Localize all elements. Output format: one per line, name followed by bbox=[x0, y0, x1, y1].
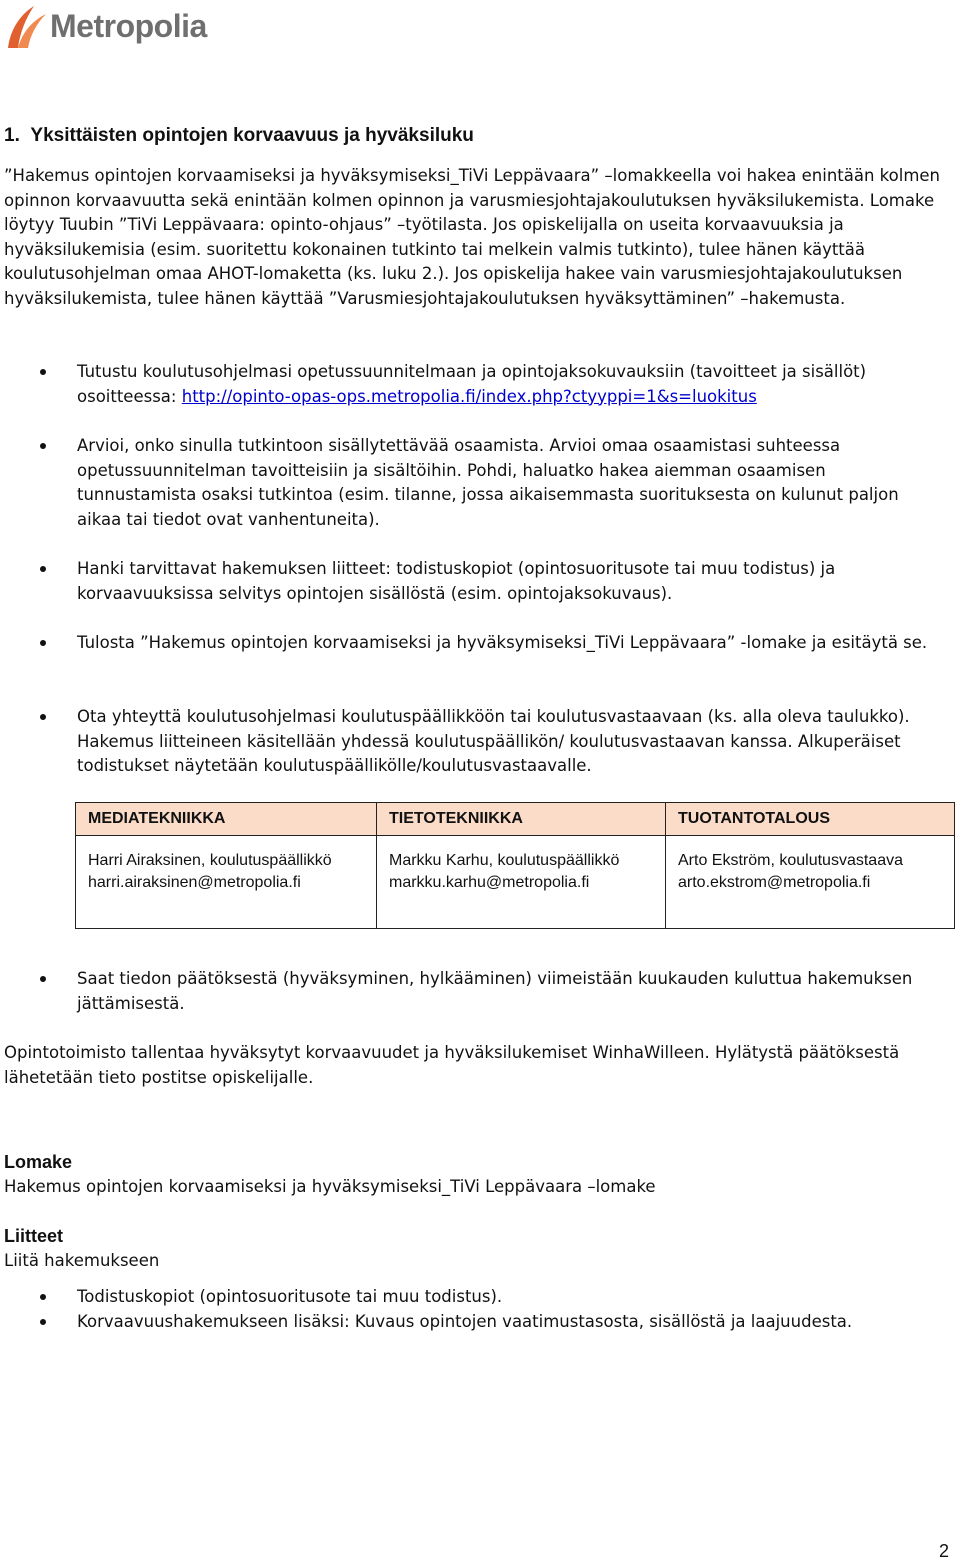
lomake-section bbox=[4, 1150, 949, 1199]
bullet-icon bbox=[40, 1294, 46, 1300]
table-row bbox=[76, 836, 955, 929]
bullet-text: Saat tiedon päätöksestä (hyväksyminen, hylkääminen) viimeistään kuukauden kuluttua hakemuksen jättämisestä. bbox=[77, 969, 913, 1013]
lomake-text: Hakemus opintojen korvaamiseksi ja hyväksymiseksi_TiVi Leppävaara –lomake bbox=[4, 1176, 656, 1196]
bullet-text: Ota yhteyttä koulutusohjelmasi koulutuspäällikköön tai koulutusvastaavaan (ks. alla oleva taulukko). Hakemus liitteineen käsitellään yhdessä koulutuspäällikön/ koulutusvastaavan kanssa. Alkuperäiset todistukset näytetään koulutuspäällikölle/koulutusvastaavalle. bbox=[77, 707, 910, 775]
column-header-tuotantotalous: TUOTANTOTALOUS bbox=[666, 803, 955, 836]
bullet-icon bbox=[40, 976, 46, 982]
column-header-mediatekniikka: MEDIATEKNIIKKA bbox=[76, 803, 377, 836]
bullet-icon bbox=[40, 714, 46, 720]
bullet-text: Tulosta ”Hakemus opintojen korvaamiseksi ja hyväksymiseksi_TiVi Leppävaara” -lomake ja esitäytä se. bbox=[77, 633, 928, 652]
contact-cell bbox=[76, 836, 377, 929]
lomake-heading: Lomake bbox=[4, 1152, 73, 1172]
bullet-text: Hanki tarvittavat hakemuksen liitteet: todistuskopiot (opintosuoritusote tai muu todistus) ja korvaavuuksissa selvitys opintojen sisällöstä (esim. opintojaksokuvaus). bbox=[77, 559, 836, 603]
contact-email: arto.ekstrom@metropolia.fi bbox=[678, 874, 871, 891]
page-number: 2 bbox=[939, 1541, 950, 1561]
bullet-icon bbox=[40, 443, 46, 449]
section-number: 1. bbox=[4, 125, 20, 146]
section-heading bbox=[4, 124, 954, 148]
liitteet-text: Liitä hakemukseen bbox=[4, 1250, 160, 1270]
section-title: Yksittäisten opintojen korvaavuus ja hyväksiluku bbox=[30, 125, 474, 146]
liitteet-heading: Liitteet bbox=[4, 1226, 64, 1246]
contact-name: Markku Karhu, koulutuspäällikkö bbox=[389, 852, 620, 869]
contact-email: markku.karhu@metropolia.fi bbox=[389, 874, 590, 891]
contact-name: Arto Ekström, koulutusvastaava bbox=[678, 852, 903, 869]
bullet-icon bbox=[40, 369, 46, 375]
bullet-icon bbox=[40, 566, 46, 572]
logo-text: Metropolia bbox=[50, 7, 207, 44]
bullet-text: Arvioi, onko sinulla tutkintoon sisällytettävää osaamista. Arvioi omaa osaamistasi suhteessa opetussuunnitelman tavoitteisiin ja sisältöihin. Pohdi, haluatko hakea aiemman osaamisen tunnustamista osaksi tutkintoa (esim. tilanne, jossa aikaisemmasta suorituksesta on kulunut paljon aikaa tai tiedot ovat vanhentuneita). bbox=[77, 436, 899, 529]
bullet-text: Korvaavuushakemukseen lisäksi: Kuvaus opintojen vaatimustasosta, sisällöstä ja laajuudesta. bbox=[77, 1312, 853, 1331]
column-header-tietotekniikka: TIETOTEKNIIKKA bbox=[377, 803, 666, 836]
contact-email: harri.airaksinen@metropolia.fi bbox=[88, 874, 301, 891]
intro-paragraph: ”Hakemus opintojen korvaamiseksi ja hyväksymiseksi_TiVi Leppävaara” –lomakkeella voi hakea enintään kolmen opinnon korvaavuutta sekä enintään kolmen opinnon ja varusmiesjohtajakoulutuksen hyväksilukemista. Lomake löytyy Tuubin ”TiVi Leppävaara: opinto-ohjaus” –työtilasta. Jos opiskelijalla on useita korvaavuuksia ja hyväksilukemisia (esim. suoritettu kokonainen tutkinto tai melkein valmis tutkinto), tulee hänen käyttää koulutusohjelman omaa AHOT-lomaketta (ks. luku 2.). Jos opiskelija hakee vain varusmiesjohtajakoulutuksen hyväksilukemista, tulee hänen käyttää ”Varusmiesjohtajakoulutuksen hyväksyttäminen” –hakemusta. bbox=[4, 166, 940, 308]
bullet-text: Todistuskopiot (opintosuoritusote tai muu todistus). bbox=[77, 1287, 503, 1306]
closing-paragraph: Opintotoimisto tallentaa hyväksytyt korvaavuudet ja hyväksilukemiset WinhaWilleen. Hylätystä päätöksestä lähetetään tieto postitse opiskelijalle. bbox=[4, 1043, 900, 1087]
contacts-table bbox=[75, 802, 955, 929]
contact-cell bbox=[666, 836, 955, 929]
bullet-icon bbox=[40, 640, 46, 646]
metropolia-logo bbox=[4, 2, 207, 50]
ops-link[interactable]: http://opinto-opas-ops.metropolia.fi/index.php?ctyyppi=1&s=luokitus bbox=[181, 386, 757, 406]
metropolia-swoosh-icon bbox=[4, 2, 48, 50]
bullet-text: Tutustu koulutusohjelmasi opetussuunnitelmaan ja opintojaksokuvauksiin (tavoitteet ja sisällöt) osoitteessa: bbox=[77, 362, 867, 406]
contact-name: Harri Airaksinen, koulutuspäällikkö bbox=[88, 852, 332, 869]
bullet-icon bbox=[40, 1319, 46, 1325]
liitteet-section bbox=[4, 1224, 949, 1273]
contact-cell bbox=[377, 836, 666, 929]
